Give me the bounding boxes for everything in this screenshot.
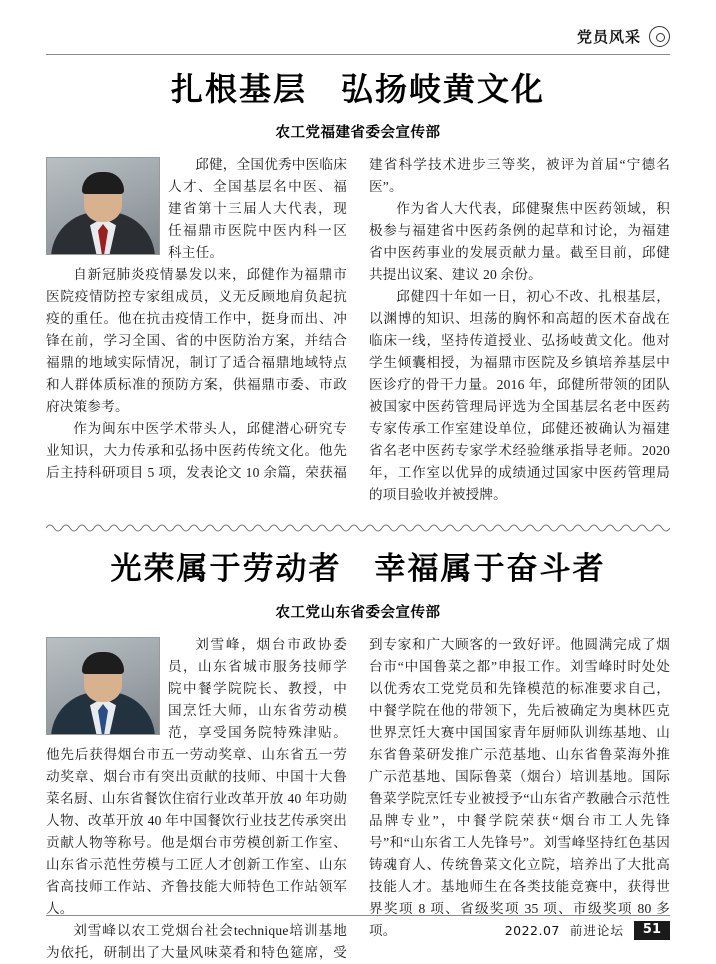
paragraph: 作为闽东中医学术带头人，邱健潜心研究专业知识，大力传承和弘扬中医药传统文化。他先后主持科研项目 5 项，发表论文 10 余篇，荣获福建省科学技术进步三等奖，被评为首届“宁德名医”。: [46, 157, 670, 481]
paragraph: 邱健四十年如一日，初心不改、扎根基层，以渊博的知识、坦荡的胸怀和高超的医术奋战在临床一线，坚持传道授业、弘扬岐黄文化。他对学生倾囊相授，为福鼎市医院及乡镇培养基层中医诊疗的骨干力量。2016 年，邱健所带领的团队被国家中医药管理局评选为全国基层名老中医药专家传承工作室建设单位，邱健还被确认为福建省名老中医药专家学术经验继承指导老师。2020 年，工作室以优异的成绩通过国家中医药管理局的项目验收并被授牌。: [369, 289, 670, 503]
paragraph: 作为省人大代表，邱健聚焦中医药领域，积极参与福建省中医药条例的起草和讨论，为福建省中医药事业的发展贡献力量。截至目前，邱健共提出议案、建议 20 余份。: [369, 201, 670, 283]
footer-divider: [46, 915, 670, 916]
paragraph: 刘雪峰，烟台市政协委员，山东省城市服务技师学院中餐学院院长、教授，中国烹饪大师，山东省劳动模范，享受国务院特殊津贴。他先后获得烟台市五一劳动奖章、山东省五一劳动奖章、烟台市有突出贡献的技师、中国十大鲁菜名厨、山东省餐饮住宿行业改革开放 40 年功勋人物、改革开放 40 年中国餐饮行业技艺传承突出贡献人物等称号。他是烟台市劳模创新工作室、山东省示范性劳模与工匠人才创新工作室、山东省高技师工作站、齐鲁技能大师特色工作站领军人。: [46, 637, 347, 917]
article-one-title: 扎根基层 弘扬岐黄文化: [170, 70, 545, 108]
header-divider: [46, 54, 670, 55]
article-one: [46, 69, 670, 506]
article-one-byline: 农工党福建省委会宣传部: [275, 125, 441, 141]
paragraph: 刘雪峰以农工党烟台社会technique培训基地为依托，研制出了大量风味菜肴和特色筵席，受到专家和广大顾客的一致好评。他圆满完成了烟台市“中国鲁菜之都”申报工作。刘雪峰时时处处以优秀农工党党员和先锋模范的标准要求自己，中餐学院在他的带领下，先后被确定为奥林匹克世界烹饪大赛中国国家青年厨师队训练基地、山东省鲁菜研发推广示范基地、山东省鲁菜海外推广示范基地、国际鲁菜（烟台）培训基地。国际鲁菜学院烹饪专业被授予“山东省产教融合示范性品牌专业”，中餐学院荣获“烟台市工人先锋号”和“山东省工人先锋号”。刘雪峰坚持红色基因铸魂育人、传统鲁菜文化立院，培养出了大批高技能人才。基地师生在各类技能竞赛中，获得世界奖项 8 项、省级奖项 35 项、市级奖项 80 多项。: [46, 637, 670, 961]
paragraph: 邱健，全国优秀中医临床人才、全国基层名中医、福建省第十三届人大代表，现任福鼎市医院中医内科一区科主任。: [168, 157, 347, 261]
section-title: 党员风采: [576, 27, 641, 46]
footer-date: 2022.07: [504, 922, 560, 938]
article-one-portrait: [46, 157, 160, 255]
footer-page-number: 51: [634, 921, 670, 940]
article-one-body: [46, 154, 670, 506]
article-two-portrait: [46, 637, 160, 735]
running-header: [46, 0, 670, 54]
footer-journal-name: 前进论坛: [569, 923, 624, 939]
article-two-title: 光荣属于劳动者 幸福属于奋斗者: [110, 551, 606, 588]
wave-divider: [46, 520, 670, 536]
page-footer: [46, 915, 670, 940]
article-two-byline: 农工党山东省委会宣传部: [275, 605, 441, 621]
circle-emblem-icon: [649, 26, 670, 47]
paragraph: 自新冠肺炎疫情暴发以来，邱健作为福鼎市医院疫情防控专家组成员，义无反顾地肩负起抗疫的重任。他在抗击疫情工作中，挺身而出、冲锋在前，学习全国、省的中医防治方案，并结合福鼎的地域实际情况，制订了适合福鼎地域特点和人群体质标准的预防方案，供福鼎市委、市政府决策参考。: [46, 267, 347, 415]
article-two: [46, 550, 670, 964]
